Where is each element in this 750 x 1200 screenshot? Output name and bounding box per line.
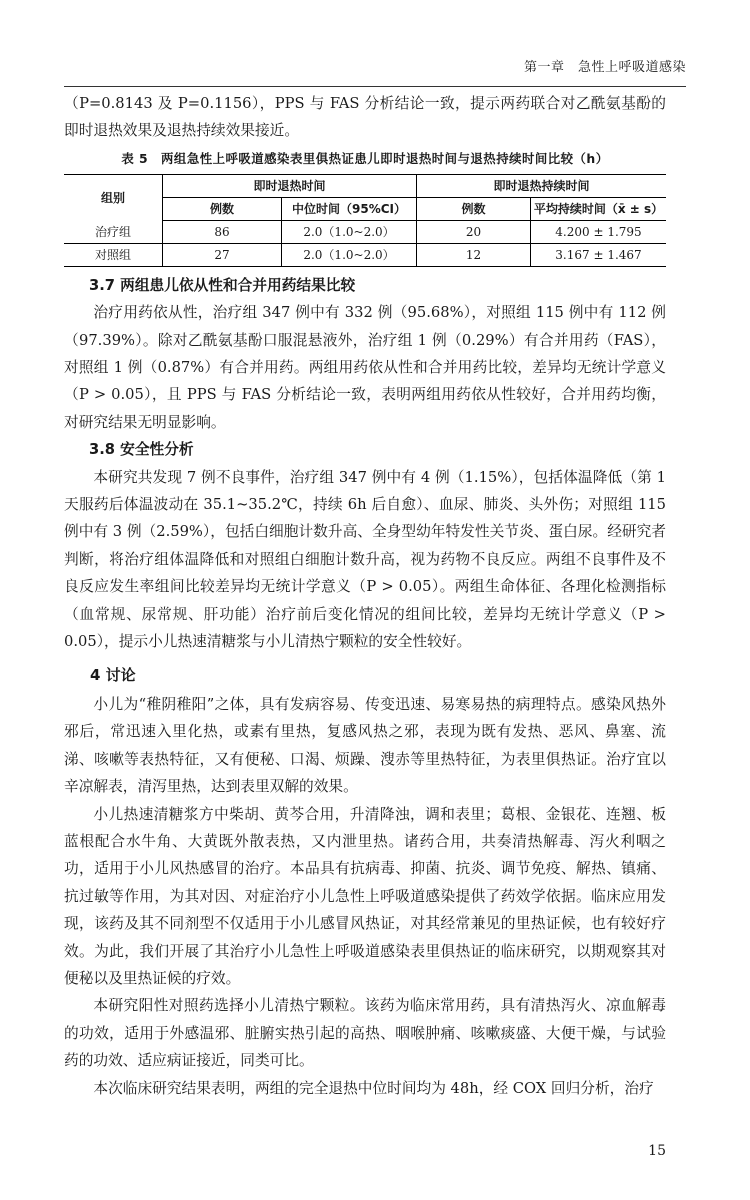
table-caption: 表 5 两组急性上呼吸道感染表里俱热证患儿即时退热时间与退热持续时间比较（h） [121, 150, 609, 166]
page-number: 15 [648, 1143, 666, 1159]
table-row [64, 243, 666, 266]
paragraph: 本研究共发现 7 例不良事件，治疗组 347 例中有 4 例（1.15%），包括体温降低（第 1 天服药后体温波动在 35.1~35.2℃，持续 6h 后自愈）、血尿、肺炎、头外伤；对照组 115 例中有 3 例（2.59%），包括白细胞计数升高、全身型幼年特发性关节炎、蛋白尿。经研究者判断，将治疗组体温降低和对照组白细胞计数升高，视为药物不良反应。两组不良事件及不良反应发生率组间比较差异均无统计学意义（P > 0.05）。两组生命体征、各理化检测指标（血常规、尿常规、肝功能）治疗前后变化情况的组间比较，差异均无统计学意义（P > 0.05），提示小儿热速清糖浆与小儿清热宁颗粒的安全性较好。 [64, 468, 666, 651]
table-cell: 86 [163, 220, 282, 243]
table-cell: 20 [417, 220, 531, 243]
table-cell: 27 [163, 243, 282, 266]
column-group-header: 即时退热持续时间 [417, 174, 667, 197]
column-header: 平均持续时间（x̄ ± s） [531, 197, 667, 220]
paragraph: 小儿热速清糖浆方中柴胡、黄芩合用，升清降浊，调和表里；葛根、金银花、连翘、板蓝根配合水牛角、大黄既外散表热，又内泄里热。诸药合用，共奏清热解毒、泻火利咽之功，适用于小儿风热感冒的治疗。本品具有抗病毒、抑菌、抗炎、调节免疫、解热、镇痛、抗过敏等作用，为其对因、对症治疗小儿急性上呼吸道感染提供了药效学依据。临床应用发现，该药及其不同剂型不仅适用于小儿感冒风热证，对其经常兼见的里热证候，也有较好疗效。为此，我们开展了其治疗小儿急性上呼吸道感染表里俱热证的临床研究，以期观察其对便秘以及里热证候的疗效。 [64, 805, 666, 987]
table-cell: 对照组 [64, 243, 163, 266]
table-cell: 治疗组 [64, 220, 163, 243]
column-group-header: 即时退热时间 [163, 174, 417, 197]
paragraph: （P=0.8143 及 P=0.1156），PPS 与 FAS 分析结论一致，提示两药联合对乙酰氨基酚的即时退热效果及退热持续效果接近。 [64, 95, 666, 140]
table-cell: 12 [417, 243, 531, 266]
running-header [64, 46, 686, 87]
paragraph: 本次临床研究结果表明，两组的完全退热中位时间均为 48h，经 COX 回归分析，治疗 [93, 1079, 654, 1097]
running-title: 第一章 急性上呼吸道感染 [523, 60, 686, 75]
column-header: 例数 [163, 197, 282, 220]
paragraph: 治疗用药依从性，治疗组 347 例中有 332 例（95.68%），对照组 115 例中有 112 例（97.39%）。除对乙酰氨基酚口服混悬液外，治疗组 1 例（0.29%）有合并用药（FAS），对照组 1 例（0.87%）有合并用药。两组用药依从性和合并用药比较，差异均无统计学意义（P > 0.05），且 PPS 与 FAS 分析结论一致，表明两组用药依从性较好，合并用药均衡，对研究结果无明显影响。 [64, 304, 666, 431]
paragraph: 小儿为“稚阴稚阳”之体，具有发病容易、传变迅速、易寒易热的病理特点。感染风热外邪后，常迅速入里化热，或素有里热，复感风热之邪，表现为既有发热、恶风、鼻塞、流涕、咳嗽等表热特征，又有便秘、口渴、烦躁、溲赤等里热特征，为表里俱热证。治疗宜以辛凉解表，清泻里热，达到表里双解的效果。 [64, 695, 666, 796]
column-header: 中位时间（95%CI） [282, 197, 417, 220]
paragraph: 本研究阳性对照药选择小儿清热宁颗粒。该药为临床常用药，具有清热泻火、凉血解毒的功效，适用于外感温邪、脏腑实热引起的高热、咽喉肿痛、咳嗽痰盛、大便干燥，与试验药的功效、适应病证接近，同类可比。 [64, 997, 666, 1070]
column-header-group: 组别 [64, 174, 163, 220]
section-heading: 3.7 两组患儿依从性和合并用药结果比较 [89, 276, 356, 294]
table-row [64, 220, 666, 243]
table-cell: 4.200 ± 1.795 [531, 220, 667, 243]
column-header: 例数 [417, 197, 531, 220]
page-content [64, 90, 666, 1102]
table-cell: 2.0（1.0~2.0） [282, 220, 417, 243]
section-heading: 3.8 安全性分析 [89, 441, 194, 459]
chapter-section-heading: 4 讨论 [90, 665, 136, 684]
table-cell: 3.167 ± 1.467 [531, 243, 667, 266]
table-cell: 2.0（1.0~2.0） [282, 243, 417, 266]
comparison-table [64, 174, 666, 267]
